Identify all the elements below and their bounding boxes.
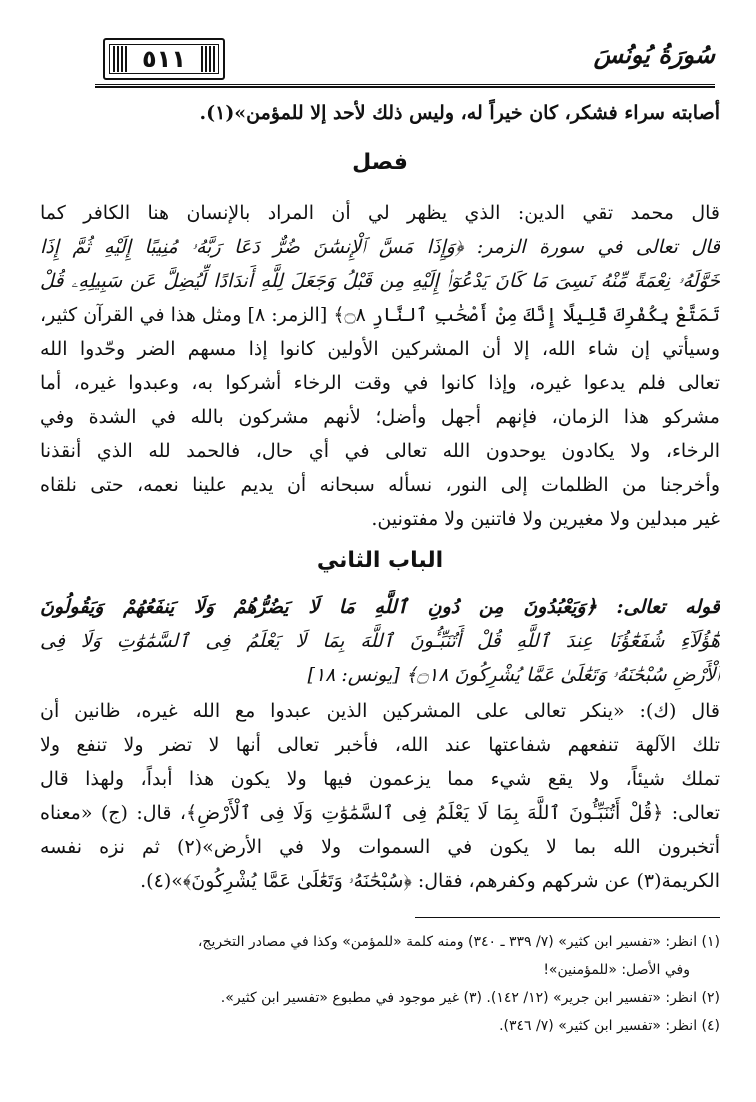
text-line: قال محمد تقي الدين: الذي يظهر لي أن المراد بالإنسان هنا الكافر كما (40, 202, 720, 224)
text-line: غير مبدلين ولا مغيرين ولا فاتنين ولا مفتونين. (371, 508, 720, 530)
verse-paragraph (40, 590, 720, 692)
opening-paragraph (40, 96, 720, 130)
text-line: تلك الآلهة تنفعهم شفاعتها عند الله، فأخبر تعالى أنها لا تضر ولا تنفع ولا (40, 734, 720, 756)
header-rule (95, 84, 715, 88)
text-line: الكريمة(٣) عن شركهم وكفرهم، فقال: ﴿سُبْحَٰنَهُۥ وَتَعَٰلَىٰ عَمَّا يُشْرِكُونَ﴾»(٤). (140, 870, 720, 892)
footnote: (١) انظر: «تفسير ابن كثير» (٧/ ٣٣٩ ـ ٣٤٠) ومنه كلمة «للمؤمن» وكذا في مصادر التخريج، (197, 934, 720, 950)
text-line: الرخاء، ولا يكادون يوحدون الله تعالى في أي حال، فالحمد لله الذي أنقذنا (40, 440, 720, 462)
text-line: أصابته سراء فشكر، كان خيراً له، وليس ذلك لأحد إلا للمؤمن»(١). (199, 102, 720, 124)
page-header (95, 36, 715, 96)
text-line: وأخرجنا من الظلمات إلى النور، نسأله سبحانه أن يديم علينا نعمه، حتى نلقاه (40, 474, 720, 496)
footnote: (٤) انظر: «تفسير ابن كثير» (٧/ ٣٤٦). (499, 1018, 720, 1034)
text-line: خَوَّلَهُۥ نِعْمَةً مِّنْهُ نَسِىَ مَا كَانَ يَدْعُوٓا۟ إِلَيْهِ مِن قَبْلُ وَجَعَلَ لِلَّهِ أَندَادًا لِّيُضِلَّ عَن سَبِيلِهِۦ قُلْ (40, 270, 720, 292)
ornament-left (113, 46, 127, 72)
page-number-frame (103, 38, 225, 80)
footnote: (٢) انظر: «تفسير ابن جرير» (١٢/ ١٤٢). (٣) غير موجود في مطبوع «تفسير ابن كثير». (220, 990, 720, 1006)
commentary-paragraph (40, 196, 720, 536)
text-line: مشركو هذا الزمان، فإنهم أجهل وأضل؛ لأنهم مشركون بالله في الشدة وفي (40, 406, 720, 428)
footnote-divider (415, 917, 720, 918)
footnotes (40, 928, 720, 1040)
text-line: ٱلْأَرْضِ سُبْحَٰنَهُۥ وَتَعَٰلَىٰ عَمَّا يُشْرِكُونَ ۝١٨﴾ [يونس: ١٨] (307, 664, 720, 686)
text-line: أتخبرون الله بما لا يكون في السموات ولا في الأرض»(٢) ثم نزه نفسه (40, 836, 720, 858)
text-line: قال تعالى في سورة الزمر: ﴿وَإِذَا مَسَّ ٱلْإِنسَٰنَ ضُرٌّ دَعَا رَبَّهُۥ مُنِيبًا إِلَيْهِ ثُمَّ إِذَا (40, 236, 720, 258)
footnote-continuation: وفي الأصل: «للمؤمنين»! (543, 962, 690, 978)
text-line: قال (ك): «ينكر تعالى على المشركين الذين عبدوا مع الله غيره، ظانين أن (40, 700, 720, 722)
text-line: تعالى فلم يدعوا غيره، وإذا كانوا في وقت الرخاء أشركوا به، وعبدوا غيره، أما (40, 372, 720, 394)
tafsir-paragraph (40, 694, 720, 898)
text-line: تعالى: ﴿قُلْ أَتُنَبِّـُٔونَ ٱللَّهَ بِمَا لَا يَعْلَمُ فِى ٱلسَّمَٰوَٰتِ وَلَا فِى ٱلْأَرْضِ﴾، قال: (ج) «معناه (40, 802, 720, 824)
text-line: قوله تعالى: ﴿وَيَعْبُدُونَ مِن دُونِ ٱللَّهِ مَا لَا يَضُرُّهُمْ وَلَا يَنفَعُهُمْ وَيَقُولُونَ (40, 596, 720, 618)
ornament-right (201, 46, 215, 72)
text-line: تملك شيئاً، ولا يقع شيء مما يزعمون فيها ولا يكون هذا أبداً، ولهذا قال (40, 768, 720, 790)
text-line: تَمَتَّعْ بِكُفْرِكَ قَلِيلًا إِنَّكَ مِنْ أَصْحَٰبِ ٱلنَّارِ ۝٨﴾ [الزمر: ٨] ومثل هذا في القرآن كثير، (40, 304, 720, 326)
section-heading-fasl: فصل (352, 150, 408, 175)
chapter-heading: الباب الثاني (316, 548, 444, 573)
text-line: وسيأتي إن شاء الله، إلا أن المشركين الأولين كانوا إذا مسهم الضر وحّدوا الله (40, 338, 720, 360)
page-number: ٥١١ (142, 45, 186, 73)
surah-title: سُورَةُ يُونُسَ (593, 40, 715, 69)
text-line: هَٰٓؤُلَآءِ شُفَعَٰٓؤُنَا عِندَ ٱللَّهِ قُلْ أَتُنَبِّـُٔونَ ٱللَّهَ بِمَا لَا يَعْلَمُ فِى ٱلسَّمَٰوَٰتِ وَلَا فِى (40, 630, 720, 652)
